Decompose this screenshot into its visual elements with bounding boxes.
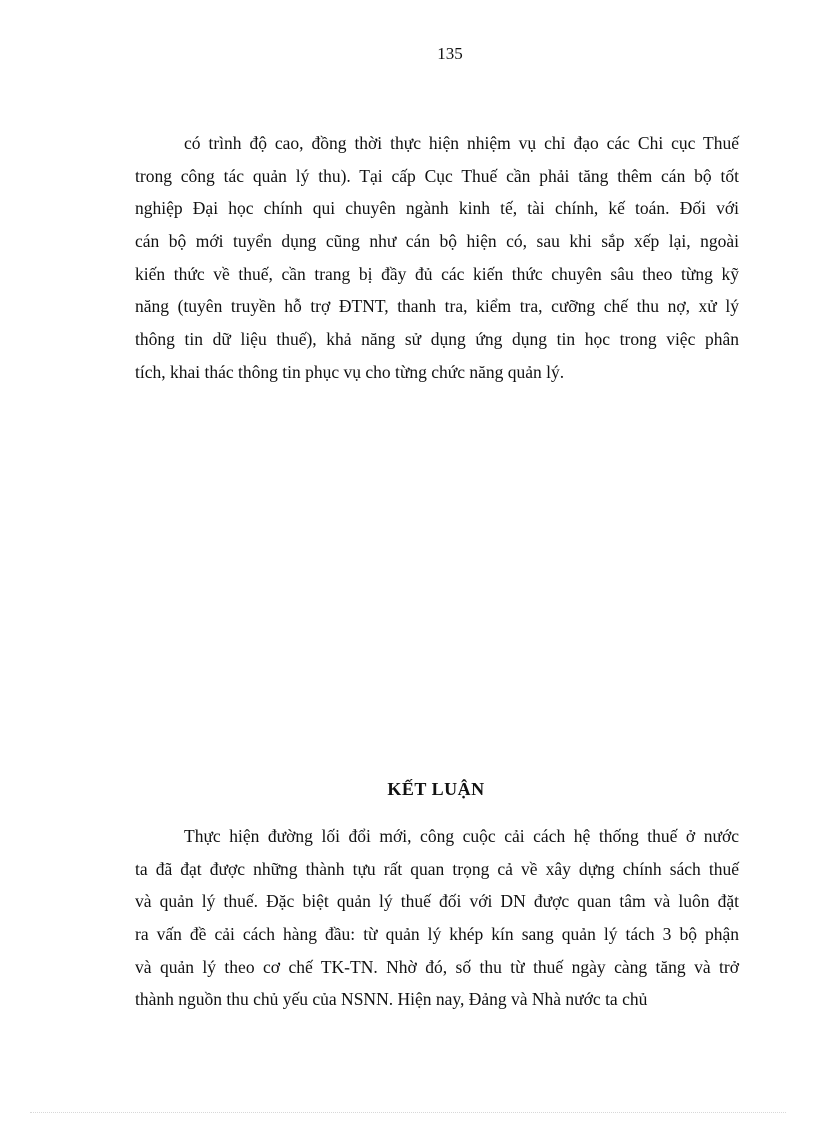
text-line: nghiệp Đại học chính qui chuyên ngành kinh tế, tài chính, kế toán. Đối với [135, 198, 739, 219]
text-line: có trình độ cao, đồng thời thực hiện nhiệm vụ chỉ đạo các Chi cục Thuế [184, 133, 739, 153]
text-line: năng (tuyên truyền hỗ trợ ĐTNT, thanh tra, kiểm tra, cưỡng chế thu nợ, xử lý [135, 296, 739, 317]
text-line: trong công tác quản lý thu). Tại cấp Cục Thuế cần phải tăng thêm cán bộ tốt [135, 165, 739, 186]
body-paragraph-continued [135, 127, 739, 389]
text-line: ta đã đạt được những thành tựu rất quan trọng cả về xây dựng chính sách thuế [135, 858, 739, 879]
text-line: thông tin dữ liệu thuế), khả năng sử dụng ứng dụng tin học trong việc phân [135, 329, 739, 350]
text-line: tích, khai thác thông tin phục vụ cho từng chức năng quản lý. [135, 361, 565, 382]
text-line: thành nguồn thu chủ yếu của NSNN. Hiện nay, Đảng và Nhà nước ta chủ [135, 989, 648, 1010]
text-line: cán bộ mới tuyển dụng cũng như cán bộ hiện có, sau khi sắp xếp lại, ngoài [135, 231, 739, 252]
text-line: ra vấn đề cải cách hàng đầu: từ quản lý khép kín sang quản lý tách 3 bộ phận [135, 924, 739, 945]
section-heading: KẾT LUẬN [387, 779, 485, 799]
page-bottom-divider [30, 1112, 786, 1113]
page-number: 135 [437, 44, 463, 63]
text-line: kiến thức về thuế, cần trang bị đầy đủ các kiến thức chuyên sâu theo từng kỹ [135, 263, 739, 284]
conclusion-paragraph [135, 820, 739, 1016]
text-line: Thực hiện đường lối đổi mới, công cuộc cải cách hệ thống thuế ở nước [184, 826, 739, 846]
text-line: và quản lý thuế. Đặc biệt quản lý thuế đối với DN được quan tâm và luôn đặt [135, 891, 739, 912]
text-line: và quản lý theo cơ chế TK-TN. Nhờ đó, số thu từ thuế ngày càng tăng và trở [135, 956, 739, 977]
